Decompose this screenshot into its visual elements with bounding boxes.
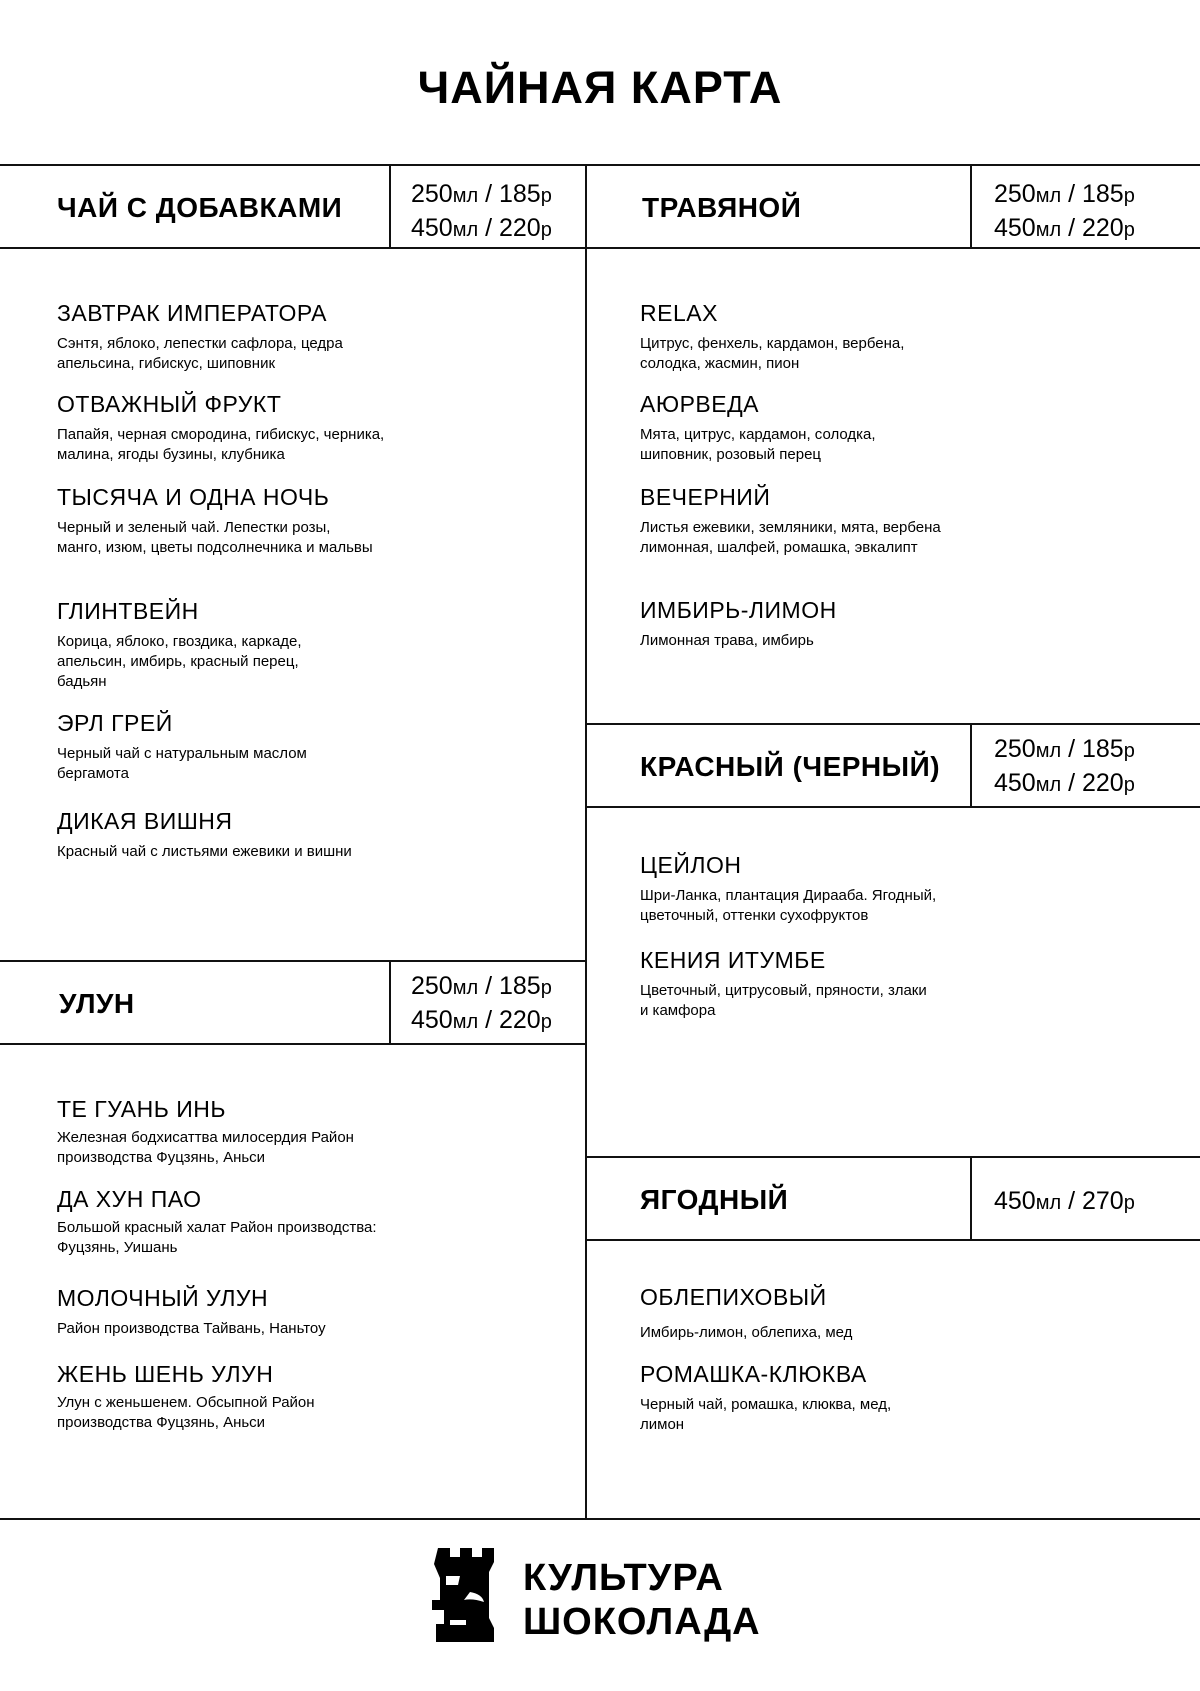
section-title: КРАСНЫЙ (ЧЕРНЫЙ): [640, 751, 941, 782]
menu-item: [57, 598, 337, 692]
divider: [0, 247, 1200, 249]
price-line: 450мл / 270р: [994, 1187, 1135, 1215]
divider: [0, 1518, 1200, 1520]
divider: [586, 723, 1200, 725]
brand-name: [523, 1556, 761, 1644]
chess-rook-face-icon: [432, 1548, 504, 1647]
section-title: ЧАЙ С ДОБАВКАМИ: [57, 192, 343, 223]
item-name: ТЕ ГУАНЬ ИНЬ: [57, 1096, 226, 1122]
menu-item: [57, 1361, 347, 1433]
item-name: ЦЕЙЛОН: [640, 852, 742, 878]
menu-item: [640, 852, 980, 926]
item-description: Улун с женьшенем. Обсыпной Район производства Фуцзянь, Аньси: [57, 1394, 315, 1431]
menu-item: [640, 300, 940, 374]
menu-item: [57, 1285, 326, 1339]
item-description: Красный чай с листьями ежевики и вишни: [57, 843, 352, 860]
item-description: Шри-Ланка, плантация Дирааба. Ягодный, цветочный, оттенки сухофруктов: [640, 887, 937, 924]
item-name: ОБЛЕПИХОВЫЙ: [640, 1284, 827, 1310]
price-line: 450мл / 220р: [994, 214, 1135, 242]
item-name: RELAX: [640, 300, 718, 326]
item-name: ЗАВТРАК ИМПЕРАТОРА: [57, 300, 327, 326]
divider: [0, 1043, 586, 1045]
menu-item: [640, 1361, 930, 1435]
item-name: АЮРВЕДА: [640, 391, 760, 417]
price-line: 250мл / 185р: [994, 735, 1135, 763]
menu-item: [57, 1096, 357, 1168]
item-name: РОМАШКА-КЛЮКВА: [640, 1361, 867, 1387]
price-line: 450мл / 220р: [994, 769, 1135, 797]
brand-line: КУЛЬТУРА: [523, 1557, 724, 1599]
item-name: ЭРЛ ГРЕЙ: [57, 710, 173, 736]
item-description: Черный чай, ромашка, клюква, мед, лимон: [640, 1396, 892, 1433]
item-description: Район производства Тайвань, Наньтоу: [57, 1320, 326, 1337]
item-name: МОЛОЧНЫЙ УЛУН: [57, 1285, 269, 1311]
item-description: Железная бодхисаттва милосердия Район производства Фуцзянь, Аньси: [57, 1129, 354, 1166]
divider: [389, 960, 391, 1043]
item-description: Корица, яблоко, гвоздика, каркаде, апельсин, имбирь, красный перец, бадьян: [57, 633, 302, 690]
divider: [970, 723, 972, 806]
divider: [586, 806, 1200, 808]
item-description: Папайя, черная смородина, гибискус, черника, малина, ягоды бузины, клубника: [57, 426, 385, 463]
price-line: 450мл / 220р: [411, 1006, 552, 1034]
divider: [586, 1239, 1200, 1241]
item-name: ТЫСЯЧА И ОДНА НОЧЬ: [57, 484, 330, 510]
menu-item: [640, 391, 910, 465]
item-name: КЕНИЯ ИТУМБЕ: [640, 947, 826, 973]
price-line: 250мл / 185р: [411, 972, 552, 1000]
item-description: Имбирь-лимон, облепиха, мед: [640, 1324, 853, 1341]
section-title: УЛУН: [59, 988, 135, 1019]
menu-item: [57, 391, 392, 465]
item-description: Большой красный халат Район производства: Фуцзянь, Уишань: [57, 1219, 377, 1256]
menu-item: [640, 484, 950, 558]
divider: [970, 164, 972, 247]
item-name: ГЛИНТВЕЙН: [57, 598, 199, 624]
item-description: Черный и зеленый чай. Лепестки розы, манго, изюм, цветы подсолнечника и мальвы: [57, 519, 373, 556]
divider: [389, 164, 391, 247]
menu-item: [57, 484, 377, 558]
item-description: Цветочный, цитрусовый, пряности, злаки и камфора: [640, 982, 927, 1019]
divider: [0, 164, 1200, 166]
menu-item: [640, 947, 930, 1021]
price-block: [994, 1185, 1135, 1219]
price-line: 250мл / 185р: [411, 180, 552, 208]
divider: [0, 960, 586, 962]
page-title: ЧАЙНАЯ КАРТА: [417, 62, 783, 113]
price-line: 250мл / 185р: [994, 180, 1135, 208]
menu-item: [57, 710, 347, 784]
price-line: 450мл / 220р: [411, 214, 552, 242]
item-name: ЖЕНЬ ШЕНЬ УЛУН: [57, 1361, 274, 1387]
menu-item: [57, 300, 357, 374]
item-description: Сэнтя, яблоко, лепестки сафлора, цедра апельсина, гибискус, шиповник: [57, 335, 343, 372]
divider: [585, 164, 587, 1518]
price-block: [994, 733, 1135, 801]
divider: [586, 1156, 1200, 1158]
menu-item: [57, 1186, 377, 1258]
item-description: Цитрус, фенхель, кардамон, вербена, солодка, жасмин, пион: [640, 335, 905, 372]
item-description: Листья ежевики, земляники, мята, вербена лимонная, шалфей, ромашка, эвкалипт: [640, 519, 941, 556]
item-description: Мята, цитрус, кардамон, солодка, шиповник, розовый перец: [640, 426, 876, 463]
price-block: [411, 178, 552, 246]
divider: [970, 1156, 972, 1239]
section-title: ЯГОДНЫЙ: [640, 1184, 789, 1215]
menu-item: [57, 808, 352, 862]
price-block: [411, 970, 552, 1038]
section-title: ТРАВЯНОЙ: [642, 192, 802, 223]
item-name: ВЕЧЕРНИЙ: [640, 484, 771, 510]
item-name: ДА ХУН ПАО: [57, 1186, 202, 1212]
item-name: ОТВАЖНЫЙ ФРУКТ: [57, 391, 282, 417]
menu-item: [640, 1284, 852, 1343]
price-block: [994, 178, 1135, 246]
item-description: Черный чай с натуральным маслом бергамота: [57, 745, 307, 782]
brand-line: ШОКОЛАДА: [523, 1601, 761, 1643]
item-description: Лимонная трава, имбирь: [640, 632, 814, 649]
item-name: ДИКАЯ ВИШНЯ: [57, 808, 233, 834]
item-name: ИМБИРЬ-ЛИМОН: [640, 597, 837, 623]
menu-item: [640, 597, 837, 651]
